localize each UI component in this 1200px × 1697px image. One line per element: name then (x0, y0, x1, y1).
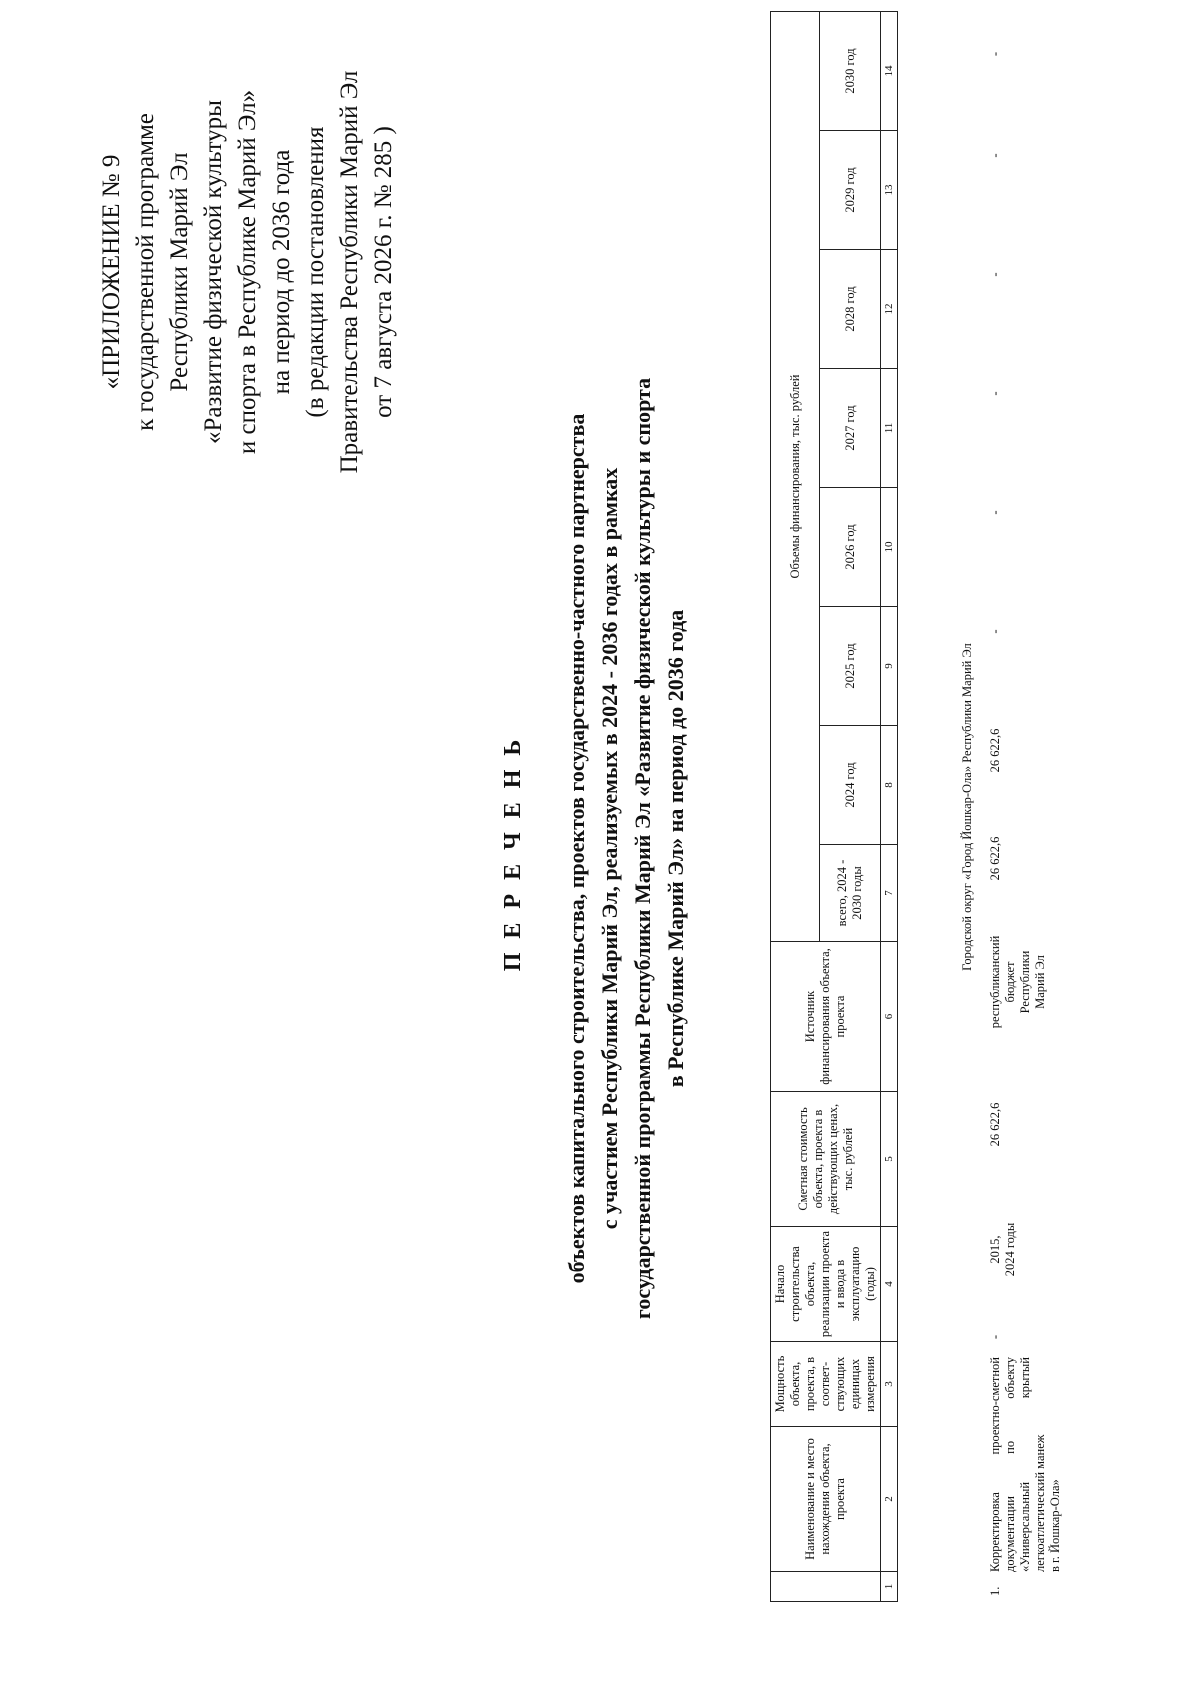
row-name-word: документации (1003, 1496, 1017, 1572)
row-start-line: 2024 годы (1003, 1222, 1017, 1277)
row-year-value: - (988, 272, 1002, 277)
subtitle-line: объектов капитального строительства, проектов государственно-частного партнерства (564, 413, 589, 1284)
row-name-line (988, 1357, 1003, 1572)
row-cost: 26 622,6 (988, 1102, 1002, 1147)
header-total: всего, 2024 - 2030 годы (820, 845, 881, 942)
subtitle-line: в Республике Марий Эл» на период до 2036 года (663, 609, 688, 1088)
appendix-line: Правительства Республики Марий Эл (336, 70, 363, 474)
appendix-line: (в редакции постановления (302, 126, 329, 418)
column-number: 6 (881, 942, 898, 1092)
column-number: 11 (881, 369, 898, 488)
row-total: 26 622,6 (988, 836, 1002, 881)
column-number: 14 (881, 12, 898, 131)
row-number: 1. (988, 1586, 1002, 1596)
header-start: Начало строительства объекта, реализации проекта и ввода в эксплуатацию (годы) (771, 1227, 881, 1342)
subtitle-line: с участием Республики Марий Эл, реализуемых в 2024 - 2036 годах в рамках (597, 467, 622, 1230)
row-source-line: республиканский (988, 935, 1002, 1029)
row-name-line (1033, 1357, 1048, 1572)
column-number: 7 (881, 845, 898, 942)
header-year: 2027 год (820, 369, 881, 488)
appendix-line: «ПРИЛОЖЕНИЕ № 9 (98, 154, 125, 390)
appendix-line: «Развитие физической культуры (200, 100, 227, 444)
row-year-value: - (988, 510, 1002, 515)
row-source (988, 907, 1048, 1057)
row-name-word: крытый (1018, 1357, 1032, 1399)
column-number: 9 (881, 607, 898, 726)
header-year: 2030 год (820, 12, 881, 131)
row-year-value: - (988, 51, 1002, 57)
objects-table (770, 11, 898, 1602)
column-number: 13 (881, 131, 898, 250)
row-name-word: по (1003, 1440, 1017, 1454)
row-name-word: объекту (1003, 1357, 1017, 1399)
region-label: Городской округ «Город Йошкар-Ола» Республики Марий Эл (960, 643, 974, 971)
row-name-word: в г. Йошкар-Ола» (1048, 1479, 1062, 1572)
row-name-word: проектно-сметной (988, 1357, 1002, 1455)
row-source-line: бюджет (1003, 961, 1017, 1003)
header-year: 2025 год (820, 607, 881, 726)
column-number: 8 (881, 726, 898, 845)
header-year: 2026 год (820, 488, 881, 607)
header-name: Наименование и место нахождения объекта, проекта (771, 1427, 881, 1572)
document-subtitle (560, 0, 692, 1697)
row-source-line: Республики (1018, 950, 1032, 1014)
row-year-value: - (988, 629, 1002, 634)
column-number: 12 (881, 250, 898, 369)
header-year: 2028 год (820, 250, 881, 369)
appendix-line: от 7 августа 2026 г. № 285 ) (370, 126, 397, 418)
row-name (988, 1357, 1063, 1572)
column-number: 3 (881, 1342, 898, 1427)
row-year-value: 26 622,6 (988, 728, 1002, 773)
row-name-line (1018, 1357, 1033, 1572)
appendix-header (95, 22, 401, 522)
header-source: Источник финансирования объекта, проекта (771, 942, 881, 1092)
appendix-line: на период до 2036 года (268, 149, 295, 395)
row-name-line (1003, 1357, 1018, 1572)
row-name-word: «Универсальный (1018, 1481, 1032, 1572)
column-number: 4 (881, 1227, 898, 1342)
row-start-line: 2015, (988, 1235, 1002, 1264)
row-year-value: - (988, 153, 1002, 158)
column-number: 5 (881, 1092, 898, 1227)
column-number-row (881, 12, 898, 1602)
header-capacity: Мощность объекта, проекта, в соответ-ствующих единицах измерения (771, 1342, 881, 1427)
header-cost: Сметная стоимость объекта, проекта в действующих ценах, тыс. рублей (771, 1092, 881, 1227)
header-number (771, 1572, 881, 1602)
row-name-word: легкоатлетический манеж (1033, 1434, 1047, 1572)
column-number: 10 (881, 488, 898, 607)
row-name-line (1048, 1357, 1063, 1572)
appendix-line: и спорта в Республике Марий Эл» (234, 89, 261, 455)
appendix-line: Республики Марий Эл (166, 152, 193, 392)
row-source-line: Марий Эл (1033, 955, 1047, 1009)
header-year: 2029 год (820, 131, 881, 250)
row-name-word: Корректировка (988, 1492, 1002, 1572)
subtitle-line: государственной программы Республики Марий Эл «Развитие физической культуры и спорта (630, 377, 655, 1320)
row-year-value: - (988, 391, 1002, 396)
document-title: ПЕРЕЧЕНЬ (500, 725, 526, 972)
appendix-line: к государственной программе (132, 113, 159, 431)
column-number: 1 (881, 1572, 898, 1602)
column-number: 2 (881, 1427, 898, 1572)
header-financing-group: Объемы финансирования, тыс. рублей (771, 12, 820, 942)
row-capacity: - (988, 1334, 1002, 1340)
header-year: 2024 год (820, 726, 881, 845)
row-start (988, 1192, 1018, 1307)
